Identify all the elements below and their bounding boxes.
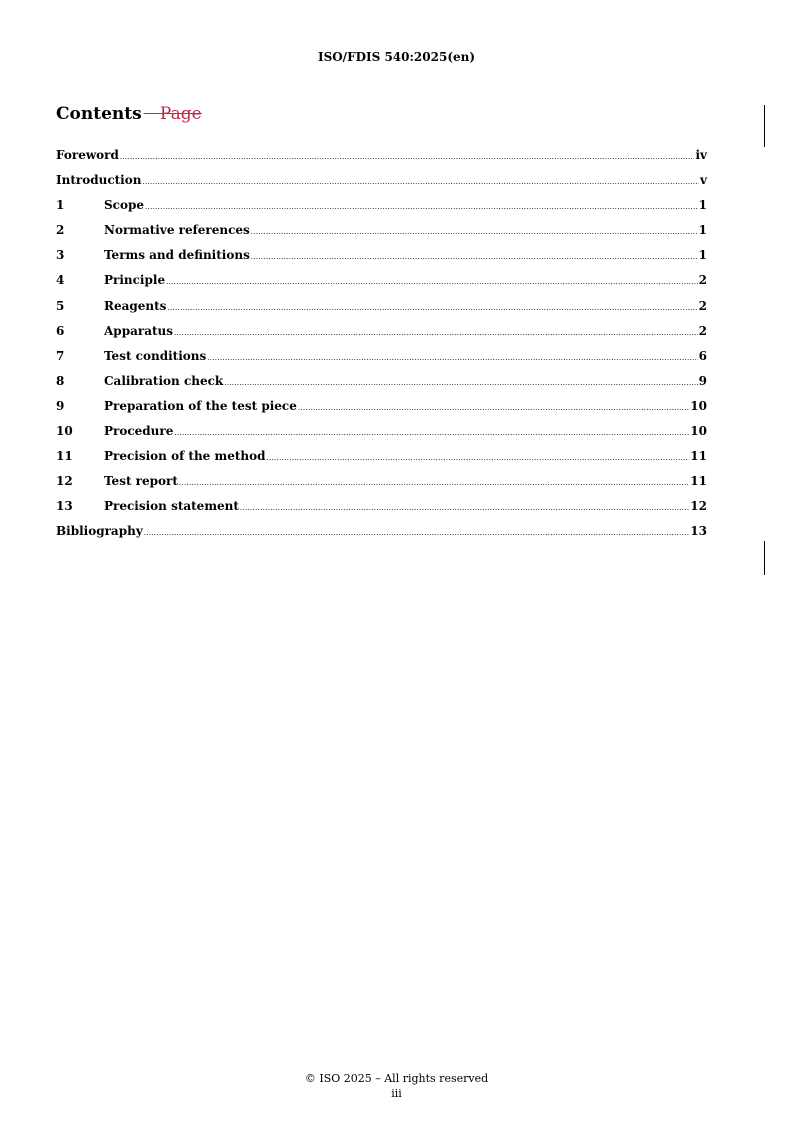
toc-entry[interactable] <box>56 196 707 221</box>
toc-entry[interactable] <box>56 497 707 522</box>
toc-entry-title[interactable]: Terms and definitions <box>104 248 250 263</box>
toc-entry-number: 7 <box>56 348 65 363</box>
toc-entry[interactable] <box>56 221 707 246</box>
toc-entry-number: 10 <box>56 424 73 439</box>
toc-entry[interactable] <box>56 422 707 447</box>
page-number: iii <box>391 1087 402 1100</box>
toc-entry-number: 2 <box>56 223 65 238</box>
toc-leader-dots <box>166 273 698 291</box>
toc-entry-title[interactable]: Preparation of the test piece <box>104 398 297 413</box>
toc-entry[interactable] <box>56 522 707 547</box>
toc-entry-page: 10 <box>690 424 707 439</box>
toc-entry[interactable] <box>56 372 707 397</box>
toc-entry-title[interactable]: Test report <box>104 474 178 489</box>
toc-entry-title[interactable]: Introduction <box>56 173 142 188</box>
toc-entry-page: 9 <box>698 373 707 388</box>
toc-entry[interactable] <box>56 322 707 347</box>
toc-entry-number: 3 <box>56 248 65 263</box>
toc-entry[interactable] <box>56 397 707 422</box>
toc-entry[interactable] <box>56 171 707 196</box>
toc-entry-page: 1 <box>698 198 707 213</box>
toc-leader-dots <box>240 499 689 517</box>
toc-entry-title[interactable]: Apparatus <box>104 323 173 338</box>
toc-entry-number: 13 <box>56 499 73 514</box>
toc-leader-dots <box>251 223 698 241</box>
page-footer <box>0 1071 793 1101</box>
toc-entry-page: 11 <box>690 449 707 464</box>
toc-entry-page: 10 <box>690 398 707 413</box>
toc-entry-title[interactable]: Reagents <box>104 298 167 313</box>
toc-leader-dots <box>174 324 698 342</box>
toc-entry[interactable] <box>56 447 707 472</box>
toc-entry-page: 6 <box>698 348 707 363</box>
toc-entry-number: 1 <box>56 198 65 213</box>
toc-entry-page: v <box>700 173 707 188</box>
toc-leader-dots <box>167 299 697 317</box>
toc-entry-title[interactable]: Test conditions <box>104 348 207 363</box>
toc-entry-page: 13 <box>690 524 707 539</box>
toc-entry-title[interactable]: Principle <box>104 273 166 288</box>
toc-entry-title[interactable]: Precision of the method <box>104 449 266 464</box>
toc-entry-number: 11 <box>56 449 73 464</box>
toc-leader-dots <box>142 173 699 191</box>
table-of-contents <box>56 146 707 548</box>
revision-change-bar <box>764 105 765 147</box>
toc-entry-number: 5 <box>56 298 65 313</box>
toc-entry[interactable] <box>56 146 707 171</box>
toc-entry[interactable] <box>56 472 707 497</box>
toc-entry-page: 2 <box>698 298 707 313</box>
toc-entry-title[interactable]: Procedure <box>104 424 174 439</box>
toc-entry-title[interactable]: Scope <box>104 198 145 213</box>
toc-leader-dots <box>224 374 697 392</box>
toc-entry-page: 11 <box>690 474 707 489</box>
toc-entry-page: 12 <box>690 499 707 514</box>
toc-entry-number: 12 <box>56 474 73 489</box>
toc-leader-dots <box>174 424 689 442</box>
toc-leader-dots <box>251 248 698 266</box>
toc-entry-page: iv <box>695 148 707 162</box>
contents-title: Contents <box>56 104 142 124</box>
copyright-notice: © ISO 2025 – All rights reserved <box>304 1072 489 1085</box>
document-header: ISO/FDIS 540:2025(en) <box>317 50 476 64</box>
toc-entry-title[interactable]: Precision statement <box>104 499 239 514</box>
toc-entry-title[interactable]: Calibration check <box>104 373 224 388</box>
toc-entry[interactable] <box>56 271 707 296</box>
toc-entry[interactable] <box>56 297 707 322</box>
toc-leader-dots <box>266 449 689 467</box>
contents-heading <box>56 104 202 124</box>
toc-entry-title[interactable]: Bibliography <box>56 524 143 539</box>
page-column-label <box>144 104 202 124</box>
toc-entry-page: 1 <box>698 248 707 263</box>
toc-entry-page: 1 <box>698 223 707 238</box>
toc-leader-dots <box>144 524 690 542</box>
toc-leader-dots <box>179 474 689 492</box>
toc-entry-page: 2 <box>698 323 707 338</box>
toc-leader-dots <box>298 399 689 417</box>
toc-entry-title[interactable]: Foreword <box>56 148 119 162</box>
toc-leader-dots <box>145 198 698 216</box>
toc-leader-dots <box>207 349 697 367</box>
page-label-text: Page <box>159 104 202 124</box>
toc-entry-number: 8 <box>56 373 65 388</box>
toc-leader-dots <box>120 148 695 166</box>
toc-entry[interactable] <box>56 246 707 271</box>
toc-entry[interactable] <box>56 347 707 372</box>
toc-entry-number: 9 <box>56 398 65 413</box>
toc-entry-page: 2 <box>698 273 707 288</box>
toc-entry-title[interactable]: Normative references <box>104 223 250 238</box>
toc-entry-number: 4 <box>56 273 65 288</box>
toc-entry-number: 6 <box>56 323 65 338</box>
revision-change-bar <box>764 541 765 575</box>
